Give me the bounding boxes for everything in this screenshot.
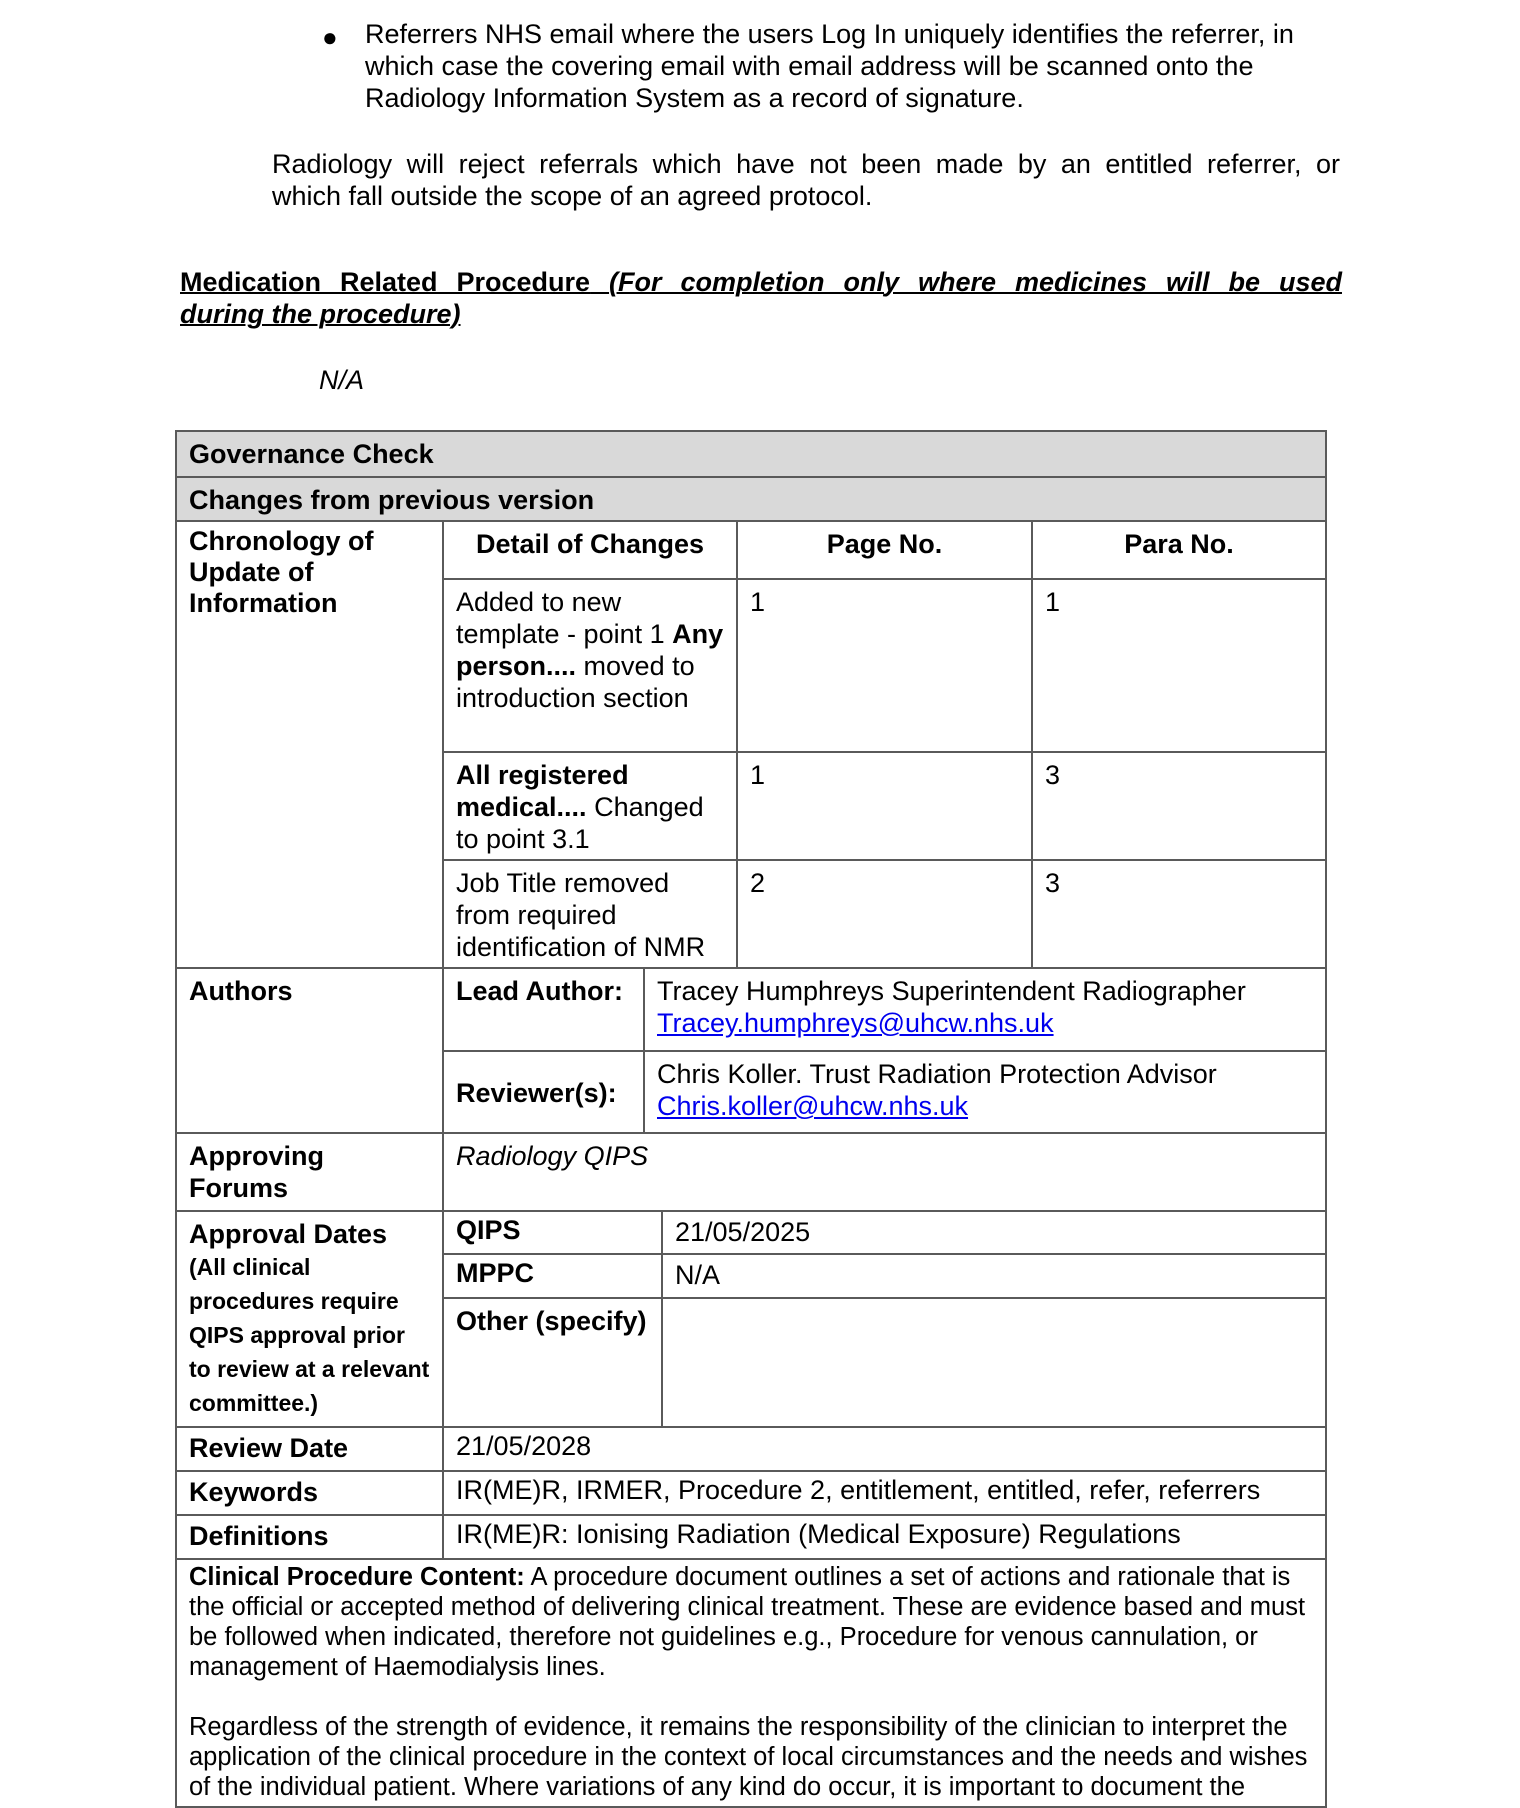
review-date-value: 21/05/2028 (443, 1427, 1326, 1471)
clinical-content-label: Clinical Procedure Content: (189, 1563, 525, 1591)
approval-name: Other (specify) (444, 1298, 662, 1426)
change-para: 3 (1032, 752, 1326, 860)
approval-name: QIPS (444, 1212, 662, 1254)
change-detail (443, 579, 737, 752)
lead-author-label: Lead Author: (444, 969, 644, 1051)
reviewer-name: Chris Koller. Trust Radiation Protection Advisor (657, 1059, 1217, 1089)
change-page: 2 (737, 860, 1032, 968)
keywords-value: IR(ME)R, IRMER, Procedure 2, entitlement, entitled, refer, referrers (443, 1471, 1326, 1515)
clinical-content-text: A procedure document outlines a set of actions and rationale that is the official or accepted method of delivering clinical treatment. These are evidence based and must be followed when indicated, therefore not guidelines e.g., Procedure for venous cannulation, or management of Haemodialysis lines. (189, 1563, 1306, 1681)
lead-author-email-link[interactable]: Tracey.humphreys@uhcw.nhs.uk (657, 1008, 1054, 1038)
reject-paragraph-line: which fall outside the scope of an agreed protocol. (272, 181, 873, 211)
clinical-content-para1 (189, 1562, 1313, 1682)
bullet-text-line: which case the covering email with email address will be scanned onto the (365, 51, 1254, 81)
column-header-detail: Detail of Changes (443, 521, 737, 579)
definitions-value: IR(ME)R: Ionising Radiation (Medical Exposure) Regulations (443, 1515, 1326, 1559)
approval-dates-label: Approval Dates (189, 1219, 388, 1249)
approval-row (444, 1254, 1325, 1298)
approval-dates-cell (443, 1211, 1326, 1427)
approving-forums-label: Approving Forums (176, 1133, 443, 1211)
governance-title: Governance Check (176, 431, 1326, 477)
lead-author-info (644, 969, 1325, 1051)
approval-value: 21/05/2025 (662, 1212, 1325, 1254)
approval-row (444, 1212, 1325, 1254)
keywords-label: Keywords (176, 1471, 443, 1515)
definitions-label: Definitions (176, 1515, 443, 1559)
reviewer-info (644, 1051, 1325, 1132)
column-header-para: Para No. (1032, 521, 1326, 579)
reviewer-email-link[interactable]: Chris.koller@uhcw.nhs.uk (657, 1091, 969, 1121)
lead-author-name: Tracey Humphreys Superintendent Radiographer (657, 976, 1246, 1006)
bullet-icon: ● (322, 22, 338, 52)
change-detail-text: moved to introduction section (456, 651, 695, 713)
clinical-content-para2: Regardless of the strength of evidence, it remains the responsibility of the clinician to interpret the application of the clinical procedure in the context of local circumstances and the needs and wishes of the individual patient. Where variations of any kind do occur, it is important to document the (189, 1713, 1308, 1801)
change-para: 3 (1032, 860, 1326, 968)
governance-table (175, 430, 1327, 1808)
medication-heading (180, 266, 1342, 298)
approval-dates-note: (All clinical procedures require QIPS approval prior to review at a relevant committee.) (189, 1254, 430, 1416)
change-detail-bold: Any person.... (456, 619, 724, 681)
medication-heading-italic: (For completion only where medicines will be used (609, 267, 1342, 297)
medication-heading-italic-2: during the procedure) (180, 299, 461, 329)
reviewer-label: Reviewer(s): (444, 1051, 644, 1132)
change-detail-text: Changed to point 3.1 (456, 792, 704, 854)
approval-dates-label-cell (176, 1211, 443, 1427)
change-para: 1 (1032, 579, 1326, 752)
change-detail (443, 752, 737, 860)
medication-value: N/A (319, 365, 365, 395)
medication-heading-line2 (180, 298, 461, 330)
change-detail-bold: All registered medical.... (456, 760, 629, 822)
authors-cell (443, 968, 1326, 1133)
approval-name: MPPC (444, 1254, 662, 1298)
medication-heading-bold: Medication Related Procedure (180, 267, 591, 297)
column-header-page: Page No. (737, 521, 1032, 579)
chronology-label: Chronology of Update of Information (176, 521, 443, 968)
change-detail-text: Added to new template - point 1 (456, 587, 665, 649)
change-page: 1 (737, 752, 1032, 860)
approval-row (444, 1298, 1325, 1426)
change-page: 1 (737, 579, 1032, 752)
reject-paragraph-line: Radiology will reject referrals which have not been made by an entitled referrer, or (272, 149, 1340, 179)
review-date-label: Review Date (176, 1427, 443, 1471)
bullet-text-line: Radiology Information System as a record of signature. (365, 83, 1024, 113)
clinical-content-cell (176, 1559, 1326, 1807)
approval-value (662, 1298, 1325, 1426)
approval-value: N/A (662, 1254, 1325, 1298)
approving-forums-value: Radiology QIPS (443, 1133, 1326, 1211)
bullet-text-line: Referrers NHS email where the users Log In uniquely identifies the referrer, in (365, 19, 1294, 49)
change-detail: Job Title removed from required identification of NMR (443, 860, 737, 968)
changes-title: Changes from previous version (176, 477, 1326, 521)
authors-label: Authors (176, 968, 443, 1133)
